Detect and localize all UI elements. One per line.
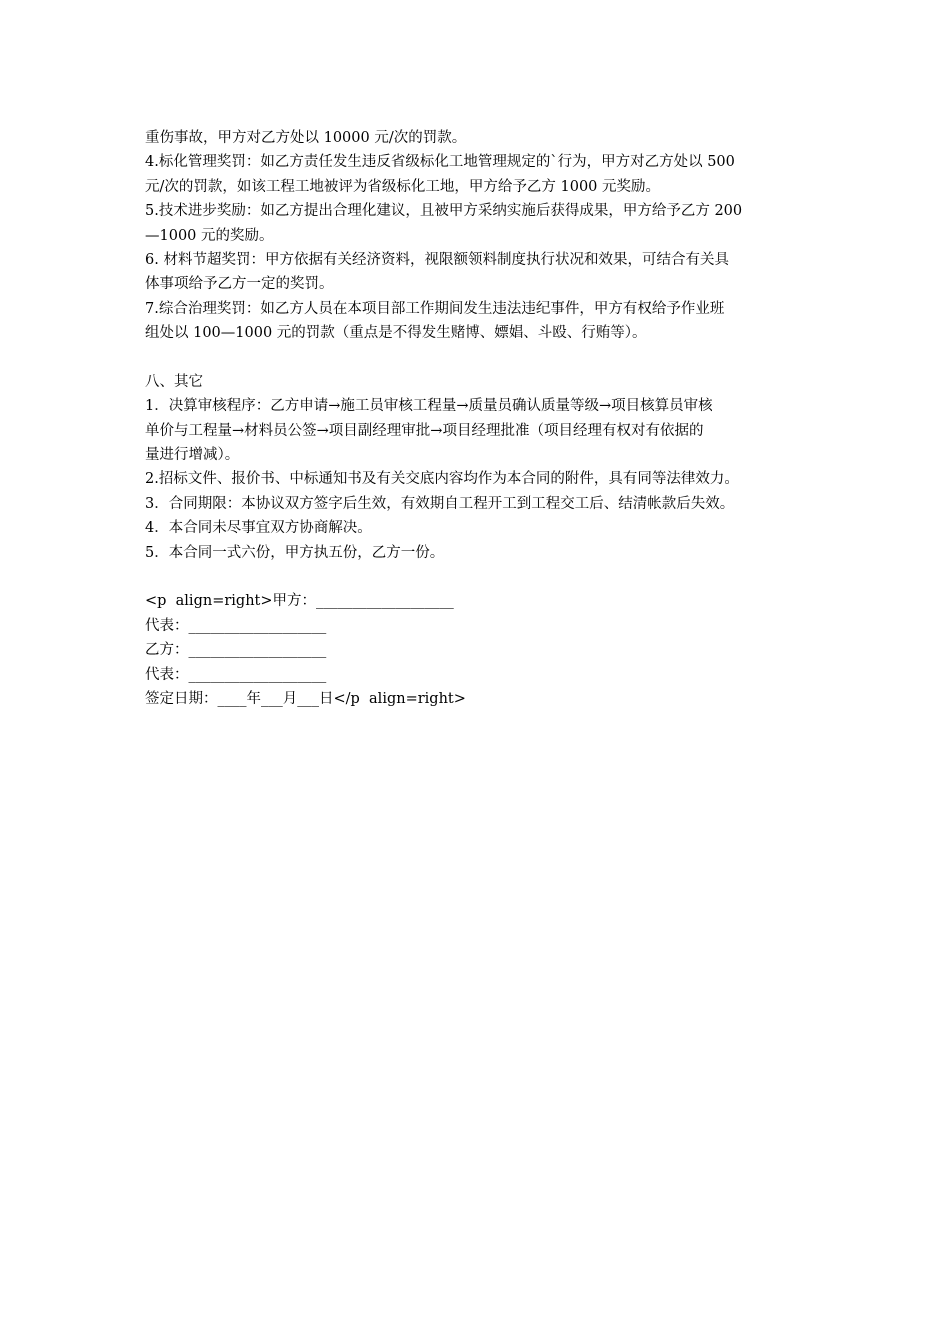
signature-block [145,589,815,711]
text-line: 6. 材料节超奖罚：甲方依据有关经济资料，视限额领料制度执行状况和效果，可结合有关具 [145,251,729,268]
document-page [145,126,815,711]
party-b-representative-line: 代表：___________________ [145,666,327,683]
text-line: 4．本合同未尽事宜双方协商解决。 [145,520,372,537]
text-line: 3．合同期限：本协议双方签字后生效，有效期自工程开工到工程交工后、结清帐款后失效。 [145,495,735,512]
party-a-signature-line: <p align=right>甲方：___________________ [145,593,454,610]
section-heading: 八、其它 [145,373,203,390]
section-other [145,370,815,565]
text-line: 重伤事故，甲方对乙方处以 10000 元/次的罚款。 [145,130,467,146]
text-line: 2.招标文件、报价书、中标通知书及有关交底内容均作为本合同的附件，具有同等法律效力。 [145,471,739,488]
party-a-representative-line: 代表：___________________ [145,617,327,634]
text-line: 4.标化管理奖罚：如乙方责任发生违反省级标化工地管理规定的`行为，甲方对乙方处以 500 [145,154,735,171]
paragraph-spacer [145,346,815,370]
text-line: —1000 元的奖励。 [145,227,274,244]
text-line: 组处以 100—1000 元的罚款（重点是不得发生赌博、嫖娼、斗殴、行贿等）。 [145,325,647,342]
text-line: 体事项给予乙方一定的奖罚。 [145,276,334,293]
paragraph-spacer [145,565,815,589]
text-line: 7.综合治理奖罚：如乙方人员在本项目部工作期间发生违法违纪事件，甲方有权给予作业班 [145,300,725,317]
signing-date-line: 签定日期：____年___月___日</p align=right> [145,690,466,707]
party-b-signature-line: 乙方：___________________ [145,642,327,659]
text-line: 5.技术进步奖励：如乙方提出合理化建议，且被甲方采纳实施后获得成果，甲方给予乙方 200 [145,203,743,220]
text-line: 单价与工程量→材料员公签→项目副经理审批→项目经理批准（项目经理有权对有依据的 [145,422,704,439]
section-rewards-penalties [145,126,815,346]
text-line: 5．本合同一式六份，甲方执五份，乙方一份。 [145,544,445,561]
text-line: 1．决算审核程序：乙方申请→施工员审核工程量→质量员确认质量等级→项目核算员审核 [145,398,713,415]
text-line: 量进行增减）。 [145,447,240,464]
text-line: 元/次的罚款，如该工程工地被评为省级标化工地，甲方给予乙方 1000 元奖励。 [145,178,661,195]
